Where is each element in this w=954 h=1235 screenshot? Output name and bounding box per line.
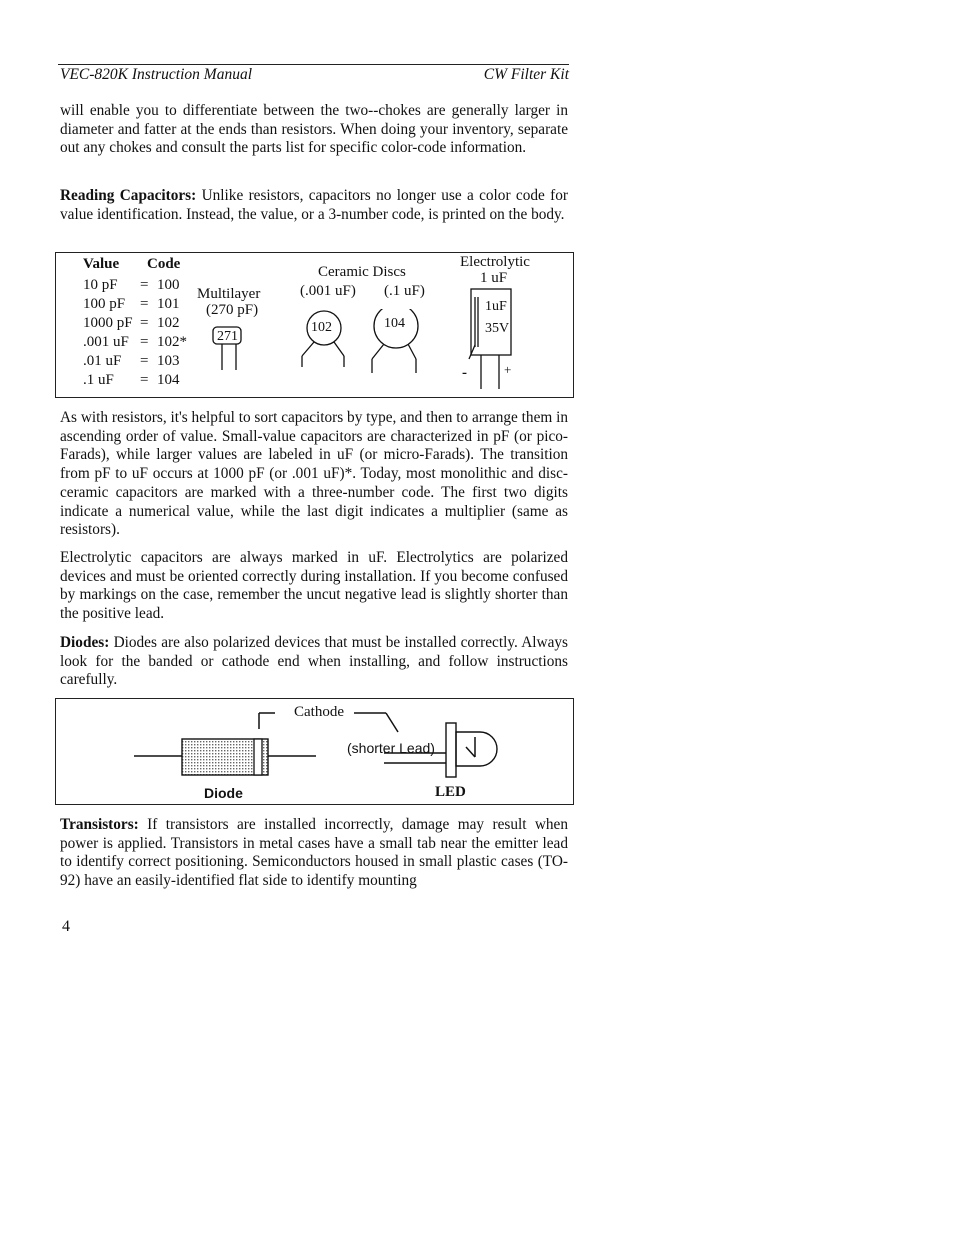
header-rule	[58, 64, 569, 65]
table-cell-code: 102*	[157, 334, 187, 350]
column-header-value: Value	[83, 256, 120, 272]
table-cell-value: 1000 pF	[83, 315, 133, 331]
table-cell-value: .01 uF	[83, 353, 122, 369]
table-cell-code: 100	[157, 277, 180, 293]
ceramic-code-1: 102	[311, 320, 332, 335]
table-cell-eq: =	[140, 334, 149, 350]
paragraph-transistors	[60, 816, 568, 891]
paragraph-diodes	[60, 634, 568, 690]
cathode-label: Cathode	[294, 704, 344, 720]
table-cell-value: .1 uF	[83, 372, 114, 388]
paragraph-sorting-capacitors: As with resistors, it's helpful to sort capacitors by type, and then to arrange them in ascending order of value. Small-value capacitors are characterized in pF (or pico-Farads), while larger values are labeled in uF (or micro-Farads). The transition from pF to uF occurs at 1000 pF (or .001 uF)*. Today, most monolithic and disc-ceramic capacitors are marked with a three-number code. The first two digits indicate a numerical value, while the last digit indicates a multiplier (same as resistors).	[60, 409, 568, 539]
multilayer-value: (270 pF)	[206, 302, 259, 318]
page-number: 4	[62, 918, 70, 935]
table-cell-value: .001 uF	[83, 334, 129, 350]
table-cell-value: 100 pF	[83, 296, 126, 312]
electrolytic-mark-voltage: 35V	[485, 321, 510, 336]
table-cell-code: 103	[157, 353, 180, 369]
paragraph-body: Unlike resistors, capacitors no longer use a color code for value identification. Instead, the value, or a 3-number code, is printed on the body.	[60, 187, 568, 223]
led-label: LED	[435, 784, 466, 800]
paragraph-chokes: will enable you to differentiate between the two--chokes are generally larger in diameter and fatter at the ends than resistors. When doing your inventory, separate out any chokes and consult the parts list for specific color-code information.	[60, 102, 568, 157]
paragraph-electrolytics: Electrolytic capacitors are always marked in uF. Electrolytics are polarized devices and must be oriented correctly during installation. If you become confused by markings on the case, remember the uncut negative lead is slightly shorter than the positive lead.	[60, 549, 568, 623]
electrolytic-mark-capacitance: 1uF	[485, 299, 507, 314]
header-title: VEC-820K Instruction Manual	[60, 66, 253, 83]
header-kit-name: CW Filter Kit	[483, 66, 569, 83]
table-cell-code: 104	[157, 372, 180, 388]
electrolytic-value: 1 uF	[480, 270, 508, 286]
ceramic-label: Ceramic Discs	[318, 264, 406, 280]
multilayer-code: 271	[217, 329, 238, 344]
multilayer-label: Multilayer	[197, 286, 261, 302]
paragraph-body: Diodes are also polarized devices that must be installed correctly. Always look for the banded or cathode end when installing, and follow instructions carefully.	[60, 634, 568, 689]
section-heading-transistors: Transistors:	[60, 816, 139, 833]
table-cell-code: 101	[157, 296, 180, 312]
negative-lead-label: -	[462, 365, 467, 381]
section-heading-diodes: Diodes:	[60, 634, 110, 651]
paragraph-body: If transistors are installed incorrectly, damage may result when power is applied. Transistors in metal cases have a small tab near the emitter lead to identify correct positioning. Semiconductors housed in small plastic cases (TO-92) have an easily-identified flat side to identify mounting	[60, 816, 568, 890]
electrolytic-label: Electrolytic	[460, 254, 530, 270]
table-cell-code: 102	[157, 315, 180, 331]
ceramic-value-2: (.1 uF)	[384, 283, 425, 299]
ceramic-code-2: 104	[384, 316, 405, 331]
paragraph-reading-capacitors	[60, 187, 568, 224]
ceramic-value-1: (.001 uF)	[300, 283, 356, 299]
diode-led-figure	[55, 698, 574, 805]
section-heading-capacitors: Reading Capacitors:	[60, 187, 197, 204]
table-cell-value: 10 pF	[83, 277, 118, 293]
capacitor-figure	[55, 252, 574, 398]
diode-label: Diode	[204, 785, 243, 801]
table-cell-eq: =	[140, 353, 149, 369]
table-cell-eq: =	[140, 296, 149, 312]
table-cell-eq: =	[140, 315, 149, 331]
positive-lead-label: +	[504, 362, 512, 377]
table-cell-eq: =	[140, 372, 149, 388]
column-header-code: Code	[147, 256, 181, 272]
table-cell-eq: =	[140, 277, 149, 293]
shorter-lead-label: (shorter Lead)	[347, 740, 435, 756]
